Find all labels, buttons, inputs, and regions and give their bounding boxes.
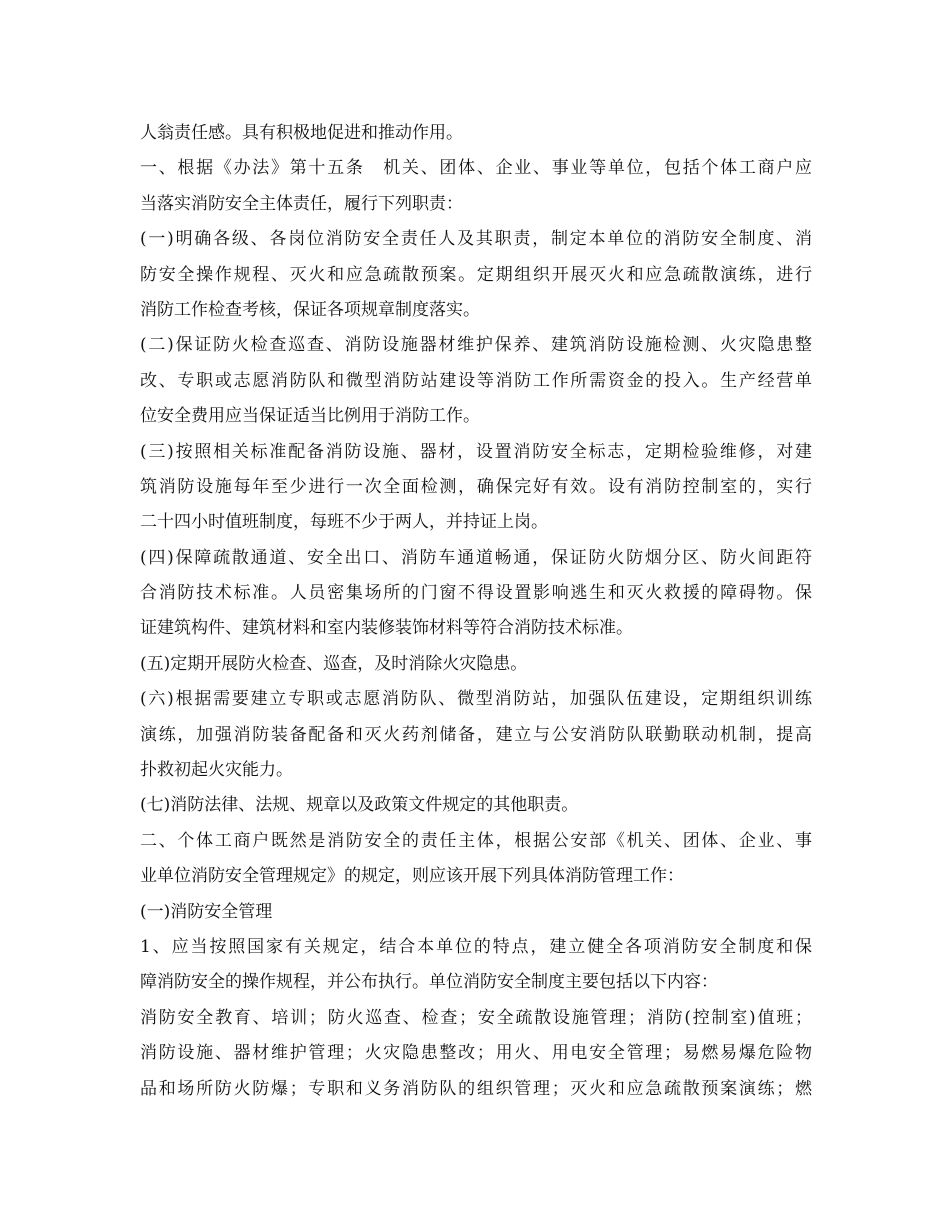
- text-line: 障消防安全的操作规程，并公布执行。单位消防安全制度主要包括以下内容：: [140, 972, 718, 993]
- text-line: 改、专职或志愿消防队和微型消防站建设等消防工作所需资金的投入。生产经营单: [140, 370, 812, 391]
- text-line: (一)明确各级、各岗位消防安全责任人及其职责，制定本单位的消防安全制度、消: [140, 229, 812, 250]
- text-line: 消防设施、器材维护管理；火灾隐患整改；用火、用电安全管理；易燃易爆危险物: [140, 1043, 812, 1064]
- text-line: 业单位消防安全管理规定》的规定，则应该开展下列具体消防管理工作：: [140, 866, 684, 887]
- text-line: 位安全费用应当保证适当比例用于消防工作。: [140, 406, 480, 427]
- text-line: 扑救初起火灾能力。: [140, 760, 293, 781]
- text-line: 二、个体工商户既然是消防安全的责任主体，根据公安部《机关、团体、企业、事: [140, 830, 812, 851]
- text-line: 二十四小时值班制度，每班不少于两人，并持证上岗。: [140, 512, 548, 533]
- text-line: (四)保障疏散通道、安全出口、消防车通道畅通，保证防火防烟分区、防火间距符: [140, 547, 812, 568]
- document-body: [140, 116, 812, 1107]
- text-line: 演练，加强消防装备配备和灭火药剂储备，建立与公安消防队联勤联动机制，提高: [140, 724, 812, 745]
- text-line: 当落实消防安全主体责任，履行下列职责：: [140, 193, 463, 214]
- text-line: 1、应当按照国家有关规定，结合本单位的特点，建立健全各项消防安全制度和保: [140, 936, 812, 957]
- text-line: 证建筑构件、建筑材料和室内装修装饰材料等符合消防技术标准。: [140, 618, 633, 639]
- text-line: 合消防技术标准。人员密集场所的门窗不得设置影响逃生和灭火救援的障碍物。保: [140, 583, 812, 604]
- text-line: (三)按照相关标准配备消防设施、器材，设置消防安全标志，定期检验维修，对建: [140, 441, 812, 462]
- text-line: 人翁责任感。具有积极地促进和推动作用。: [140, 123, 463, 143]
- text-line: 品和场所防火防爆；专职和义务消防队的组织管理；灭火和应急疏散预案演练；燃: [140, 1078, 812, 1099]
- text-line: (二)保证防火检查巡查、消防设施器材维护保养、建筑消防设施检测、火灾隐患整: [140, 335, 812, 356]
- text-line: (一)消防安全管理: [140, 901, 273, 922]
- text-line: (五)定期开展防火检查、巡查，及时消除火灾隐患。: [140, 653, 528, 674]
- text-line: (七)消防法律、法规、规章以及政策文件规定的其他职责。: [140, 795, 579, 816]
- text-line: 一、根据《办法》第十五条 机关、团体、企业、事业等单位，包括个体工商户应: [140, 158, 812, 179]
- text-line: 消防安全教育、培训；防火巡查、检查；安全疏散设施管理；消防(控制室)值班；: [140, 1007, 812, 1028]
- text-line: 筑消防设施每年至少进行一次全面检测，确保完好有效。设有消防控制室的，实行: [140, 476, 812, 497]
- text-line: 防安全操作规程、灭火和应急疏散预案。定期组织开展灭火和应急疏散演练，进行: [140, 264, 812, 285]
- text-line: (六)根据需要建立专职或志愿消防队、微型消防站，加强队伍建设，定期组织训练: [140, 689, 812, 710]
- text-line: 消防工作检查考核，保证各项规章制度落实。: [140, 299, 480, 320]
